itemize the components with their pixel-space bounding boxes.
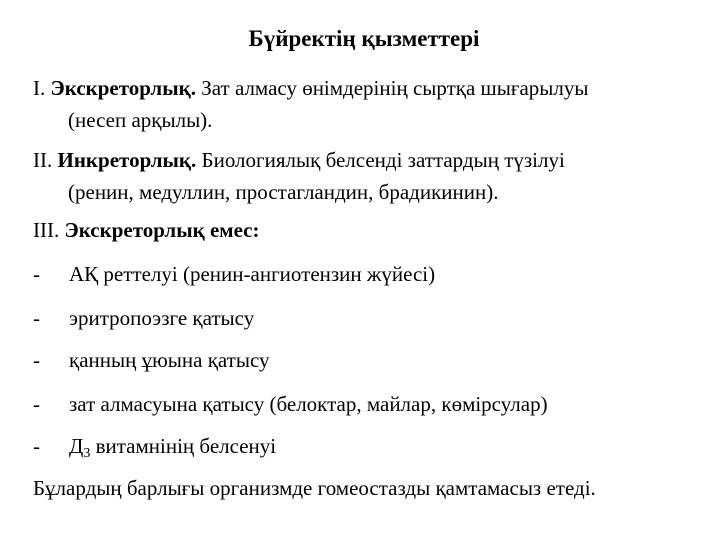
slide-title: Бүйректің қызметтері [248, 26, 480, 51]
list-item [33, 302, 254, 334]
function-non-excretory [33, 214, 703, 246]
section-heading: Экскреторлық. [50, 76, 196, 100]
section-text-continued: (ренин, медуллин, простагландин, брадикинин). [68, 180, 499, 204]
function-excretory [33, 72, 703, 136]
vitamin-suffix: витамнінің белсенуі [90, 434, 277, 458]
list-item-text: АҚ реттелуі (ренин-ангиотензин жүйесі) [69, 262, 436, 286]
section-number: I. [33, 76, 46, 100]
section-text-continued: (несеп арқылы). [68, 108, 213, 132]
list-item [33, 344, 270, 376]
dash-bullet: - [33, 262, 40, 286]
list-item [33, 258, 435, 290]
section-heading: Инкреторлық. [57, 148, 197, 172]
vitamin-subscript: 3 [83, 446, 91, 461]
section-heading: Экскреторлық емес: [64, 218, 260, 242]
list-item [33, 388, 548, 420]
conclusion-text: Бұлардың барлығы организмде гомеостазды қамтамасыз етеді. [33, 476, 596, 500]
list-item-text: эритропоэзге қатысу [69, 306, 255, 330]
dash-bullet: - [33, 392, 40, 416]
function-incretory [33, 144, 703, 208]
list-item-text: қанның ұюына қатысу [69, 348, 270, 372]
section-text: Биологиялық белсенді заттардың түзілуі [201, 148, 565, 172]
section-text: Зат алмасу өнімдерінің сыртқа шығарылуы [201, 76, 589, 100]
section-number: II. [33, 148, 53, 172]
list-item-vitamin [33, 430, 276, 462]
dash-bullet: - [33, 348, 40, 372]
dash-bullet: - [33, 306, 40, 330]
list-item-text: зат алмасуына қатысу (белоктар, майлар, көмірсулар) [69, 392, 548, 416]
dash-bullet: - [33, 434, 40, 458]
vitamin-prefix: Д [69, 434, 84, 458]
section-number: III. [33, 218, 60, 242]
